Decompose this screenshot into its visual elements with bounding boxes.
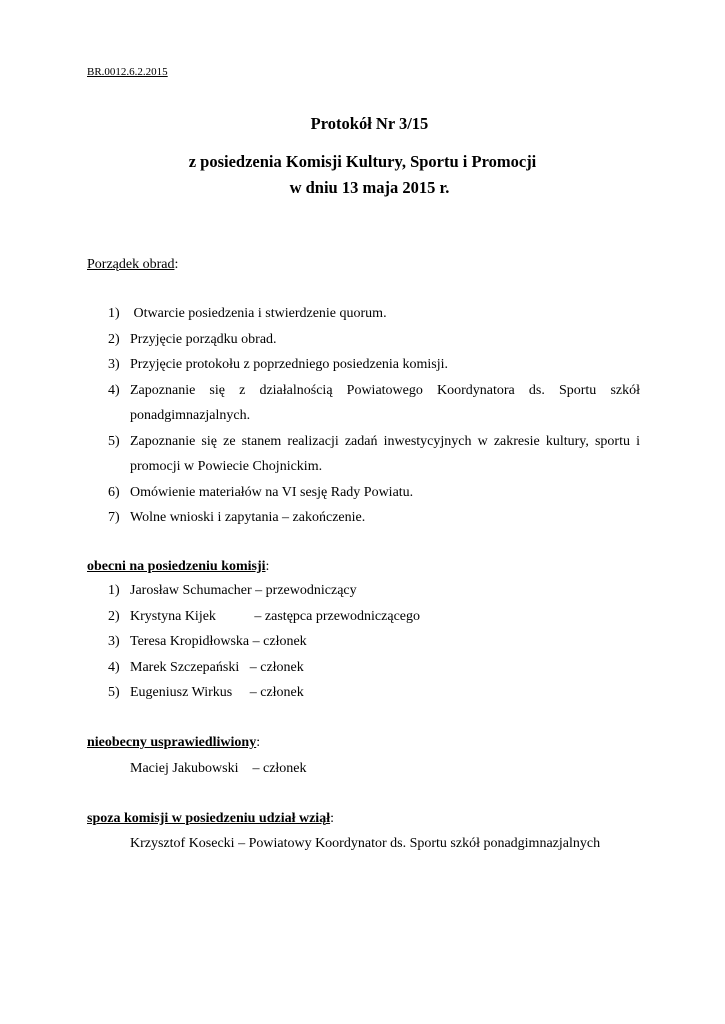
member-name: Marek Szczepański – członek: [130, 659, 304, 675]
agenda-item: [108, 378, 640, 429]
agenda-item-text: Zapoznanie się ze stanem realizacji zadań inwestycyjnych w zakresie kultury, sportu i promocji w Powiecie Chojnickim.: [130, 433, 640, 474]
guests-heading-text: spoza komisji w posiedzeniu udział wziął: [87, 811, 331, 826]
member-name: Teresa Kropidłowska – członek: [130, 634, 307, 649]
guest-member: Krzysztof Kosecki – Powiatowy Koordynator ds. Sportu szkół ponadgimnazjalnych: [130, 836, 601, 851]
member-row: [108, 629, 640, 655]
agenda-item-number: 5): [108, 433, 120, 449]
agenda-list: [108, 301, 640, 531]
document-reference: BR.0012.6.2.2015: [87, 66, 168, 78]
member-row: [108, 578, 640, 604]
member-number: 3): [108, 634, 120, 649]
protocol-subtitle: z posiedzenia Komisji Kultury, Sportu i Promocji: [188, 152, 537, 171]
agenda-item-text: Wolne wnioski i zapytania – zakończenie.: [130, 510, 366, 525]
member-row: [108, 680, 640, 706]
agenda-item-number: 7): [108, 510, 120, 525]
member-row: [108, 604, 640, 630]
absent-heading: [87, 734, 260, 752]
present-heading-text: obecni na posiedzeniu komisji: [87, 559, 266, 574]
agenda-item-number: 4): [108, 382, 120, 398]
agenda-item: [108, 505, 640, 531]
member-name: Jarosław Schumacher – przewodniczący: [130, 583, 357, 598]
agenda-item-text: Omówienie materiałów na VI sesję Rady Powiatu.: [130, 484, 414, 500]
agenda-item-text: Otwarcie posiedzenia i stwierdzenie quorum.: [130, 306, 387, 321]
present-members-list: [108, 578, 640, 706]
absent-member: Maciej Jakubowski – członek: [130, 761, 307, 776]
member-number: 1): [108, 583, 120, 598]
agenda-item: [108, 480, 640, 506]
member-name: Krystyna Kijek – zastępca przewodniczącego: [130, 608, 420, 624]
agenda-item-number: 1): [108, 306, 120, 321]
agenda-heading-colon: :: [174, 257, 179, 272]
agenda-item-number: 6): [108, 484, 120, 500]
protocol-date: w dniu 13 maja 2015 r.: [289, 178, 450, 197]
member-number: 2): [108, 608, 120, 624]
present-heading: [87, 558, 269, 576]
agenda-heading: [87, 256, 178, 274]
agenda-item-text: Przyjęcie protokołu z poprzedniego posiedzenia komisji.: [130, 357, 449, 372]
agenda-item: [108, 301, 640, 327]
guests-heading-colon: :: [330, 811, 334, 826]
agenda-item-text: Zapoznanie się z działalnością Powiatowego Koordynatora ds. Sportu szkół ponadgimnazjalnych.: [130, 382, 640, 423]
member-row: [108, 655, 640, 681]
agenda-item: [108, 429, 640, 480]
member-name: Eugeniusz Wirkus – członek: [130, 685, 304, 700]
protocol-title: Protokół Nr 3/15: [310, 114, 429, 133]
absent-heading-colon: :: [256, 735, 261, 750]
absent-heading-text: nieobecny usprawiedliwiony: [87, 735, 257, 750]
agenda-item: [108, 327, 640, 353]
agenda-item-number: 2): [108, 331, 120, 347]
member-number: 4): [108, 659, 120, 675]
guests-heading: [87, 810, 334, 828]
member-number: 5): [108, 685, 120, 700]
agenda-item: [108, 352, 640, 378]
agenda-item-number: 3): [108, 357, 120, 372]
present-heading-colon: :: [265, 559, 270, 574]
agenda-heading-text: Porządek obrad: [87, 257, 175, 272]
agenda-item-text: Przyjęcie porządku obrad.: [130, 331, 277, 347]
